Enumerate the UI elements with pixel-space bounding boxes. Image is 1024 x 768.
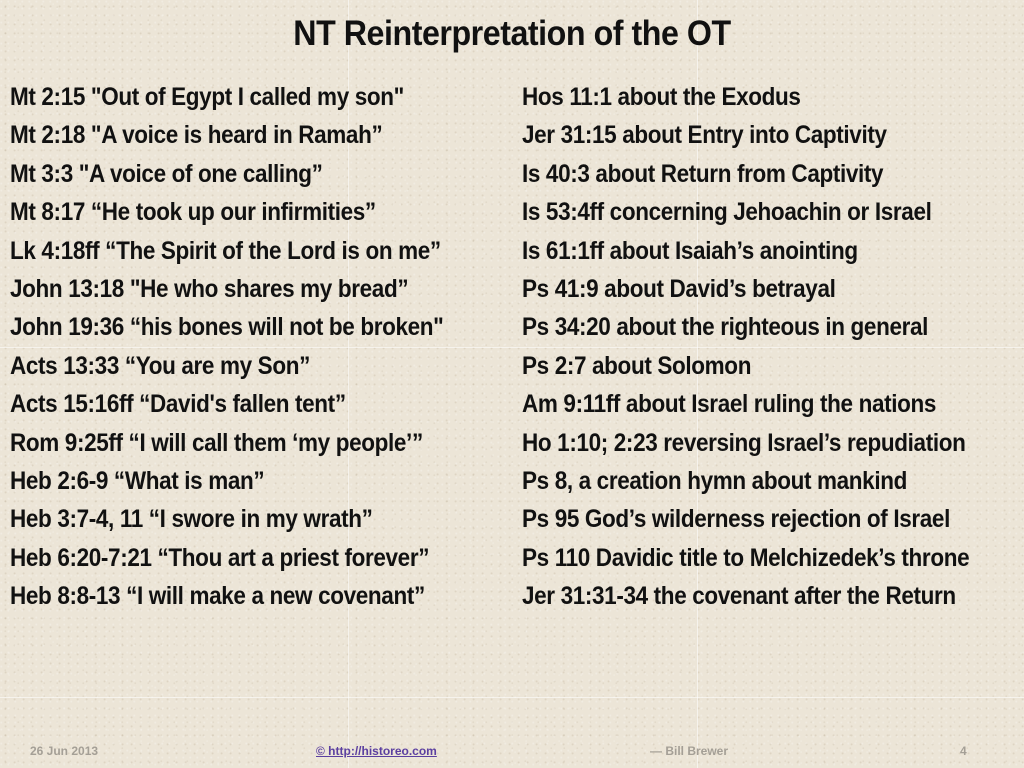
nt-reference: Mt 8:17 “He took up our infirmities” <box>10 198 376 227</box>
ot-reference: Ps 2:7 about Solomon <box>522 351 752 380</box>
background-tile-seam <box>0 697 1024 698</box>
nt-reference: Mt 2:15 "Out of Egypt I called my son" <box>10 83 404 111</box>
nt-reference: Heb 8:8-13 “I will make a new covenant” <box>10 582 425 611</box>
ot-reference: Ho 1:10; 2:23 reversing Israel’s repudiation <box>522 428 966 457</box>
reference-row <box>0 232 1024 270</box>
ot-reference: Ps 95 God’s wilderness rejection of Israel <box>522 505 950 534</box>
page-number: 4 <box>960 744 967 758</box>
reference-row <box>0 385 1024 423</box>
reference-row <box>0 424 1024 462</box>
ot-reference: Is 53:4ff concerning Jehoachin or Israel <box>522 198 932 227</box>
nt-reference: Heb 3:7-4, 11 “I swore in my wrath” <box>10 505 373 534</box>
nt-reference: Heb 2:6-9 “What is man” <box>10 466 265 495</box>
reference-list <box>0 78 1024 615</box>
nt-reference: Heb 6:20-7:21 “Thou art a priest forever” <box>10 543 430 572</box>
nt-reference: John 13:18 "He who shares my bread” <box>10 274 409 303</box>
ot-reference: Ps 8, a creation hymn about mankind <box>522 466 908 495</box>
nt-reference: Acts 13:33 “You are my Son” <box>10 351 310 380</box>
nt-reference: Rom 9:25ff “I will call them ‘my people’” <box>10 428 423 457</box>
reference-row <box>0 462 1024 500</box>
reference-row <box>0 347 1024 385</box>
footer-author: — Bill Brewer <box>650 744 729 758</box>
ot-reference: Am 9:11ff about Israel ruling the nations <box>522 390 937 419</box>
nt-reference: Lk 4:18ff “The Spirit of the Lord is on me” <box>10 236 441 265</box>
ot-reference: Ps 34:20 about the righteous in general <box>522 313 929 342</box>
footer-website-link[interactable]: © http://historeo.com <box>316 744 437 758</box>
nt-reference: Mt 3:3 "A voice of one calling” <box>10 159 323 188</box>
footer-date: 26 Jun 2013 <box>30 744 99 758</box>
reference-row <box>0 577 1024 615</box>
reference-row <box>0 155 1024 193</box>
reference-row <box>0 270 1024 308</box>
nt-reference: Mt 2:18 "A voice is heard in Ramah” <box>10 121 383 150</box>
slide-title: NT Reinterpretation of the OT <box>293 14 731 53</box>
reference-row <box>0 193 1024 231</box>
ot-reference: Is 61:1ff about Isaiah’s anointing <box>522 236 858 265</box>
ot-reference: Ps 110 Davidic title to Melchizedek’s throne <box>522 543 970 572</box>
reference-row <box>0 539 1024 577</box>
ot-reference: Jer 31:31-34 the covenant after the Return <box>522 582 956 611</box>
reference-row <box>0 500 1024 538</box>
nt-reference: Acts 15:16ff “David's fallen tent” <box>10 390 346 419</box>
reference-row <box>0 78 1024 116</box>
ot-reference: Hos 11:1 about the Exodus <box>522 83 801 111</box>
nt-reference: John 19:36 “his bones will not be broken" <box>10 313 444 342</box>
ot-reference: Is 40:3 about Return from Captivity <box>522 159 884 188</box>
reference-row <box>0 308 1024 346</box>
reference-row <box>0 116 1024 154</box>
ot-reference: Ps 41:9 about David’s betrayal <box>522 274 836 303</box>
ot-reference: Jer 31:15 about Entry into Captivity <box>522 121 887 150</box>
